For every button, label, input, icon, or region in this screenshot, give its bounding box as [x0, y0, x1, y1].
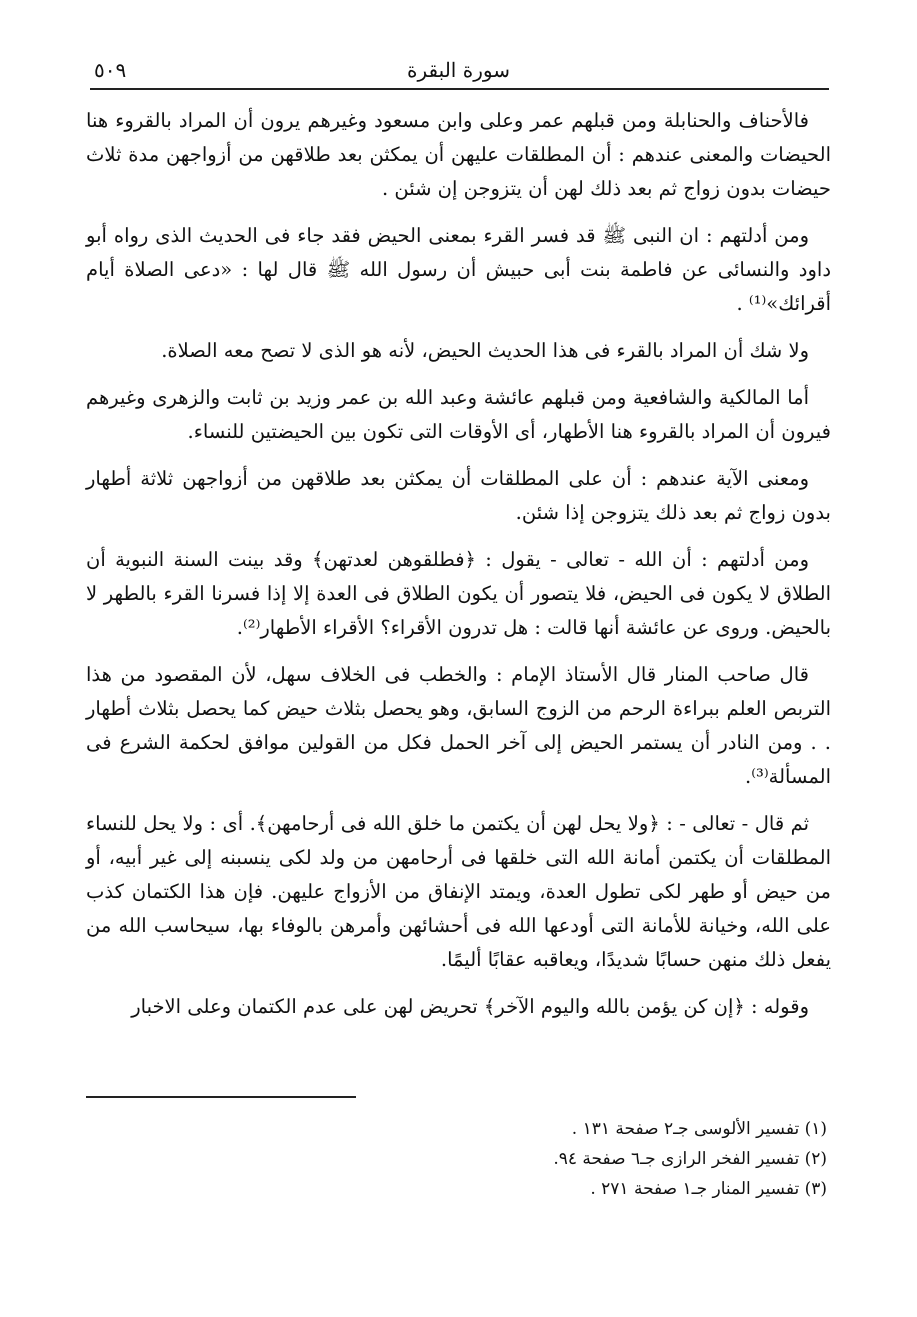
header-divider	[90, 88, 829, 90]
page-number: ٥٠٩	[94, 58, 127, 82]
paragraph: وقوله : ﴿إن كن يؤمن بالله واليوم الآخر﴾ تحريض لهن على عدم الكتمان وعلى الاخبار	[131, 995, 809, 1018]
paragraph: ثم قال - تعالى - : ﴿ولا يحل لهن أن يكتمن ما خلق الله فى أرحامهن﴾. أى : ولا يحل للنساء المطلقات أن يكتمن أمانة الله التى خلقها فى أرحامهن من ولد لكى ينسبنه إلى غير أبيه، أو من حيض أو طهر لكى تطول العدة، ويمتد الإنفاق من الأزواج عليهن. فإن هذا الكتمان كذب على الله، وخيانة للأمانة التى أودعها الله فى أحشائهن وأمرهن بالوفاء بها، سيحاسب الله من يفعل ذلك منهن حسابًا شديدًا، ويعاقبه عقابًا أليمًا.	[86, 812, 831, 971]
running-header	[90, 56, 827, 86]
paragraph: ولا شك أن المراد بالقرء فى هذا الحديث الحيض، لأنه هو الذى لا تصح معه الصلاة.	[161, 339, 809, 362]
paragraph: ومعنى الآية عندهم : أن على المطلقات أن يمكثن بعد طلاقهن من أزواجهن ثلاثة أطهار بدون زواج ثم بعد ذلك يتزوجن إذا شئن.	[86, 467, 831, 524]
paragraph: أما المالكية والشافعية ومن قبلهم عائشة وعبد الله بن عمر وزيد بن ثابت والزهرى وغيرهم فيرون أن المراد بالقروء هنا الأطهار، أى الأوقات التى تكون بين الحيضتين للنساء.	[86, 386, 831, 443]
footnote-divider	[86, 1096, 356, 1098]
paragraph: ومن أدلتهم : ان النبى ﷺ قد فسر القرء بمعنى الحيض فقد جاء فى الحديث الذى رواه أبو داود والنسائى عن فاطمة بنت أبى حبيش أن رسول الله ﷺ قال لها : «دعى الصلاة أيام أقرائك»⁽¹⁾ .	[86, 224, 831, 315]
body-text	[86, 104, 831, 1037]
footnote: (١) تفسير الألوسى جـ٢ صفحة ١٣١ .	[571, 1119, 827, 1139]
surah-title: سورة البقرة	[407, 58, 510, 82]
paragraph: قال صاحب المنار قال الأستاذ الإمام : والخطب فى الخلاف سهل، لأن المقصود من هذا التربص العلم ببراءة الرحم من الزوج السابق، وهو يحصل بثلاث حيض كما يحصل بثلاث أطهار . . ومن النادر أن يستمر الحيض إلى آخر الحمل فكل من القولين موافق لحكمة الشرع فى المسألة⁽³⁾.	[86, 663, 831, 788]
footnote: (٣) تفسير المنار جـ١ صفحة ٢٧١ .	[590, 1179, 827, 1199]
paragraph: ومن أدلتهم : أن الله - تعالى - يقول : ﴿فطلقوهن لعدتهن﴾ وقد بينت السنة النبوية أن الطلاق لا يكون فى الحيض، فلا يتصور أن يكون الطلاق فى العدة إلا إذا فسرنا القرء بالطهر لا بالحيض. وروى عن عائشة أنها قالت : هل تدرون الأقراء؟ الأقراء الأطهار⁽²⁾.	[86, 548, 831, 639]
footnote: (٢) تفسير الفخر الرازى جـ٦ صفحة ٩٤.	[553, 1149, 827, 1169]
footnotes	[86, 1114, 831, 1204]
paragraph: فالأحناف والحنابلة ومن قبلهم عمر وعلى وابن مسعود وغيرهم يرون أن المراد بالقروء هنا الحيضات والمعنى عندهم : أن المطلقات عليهن أن يمكثن بعد طلاقهن من أزواجهن مدة ثلاث حيضات بدون زواج ثم بعد ذلك لهن أن يتزوجن إن شئن .	[86, 109, 831, 200]
